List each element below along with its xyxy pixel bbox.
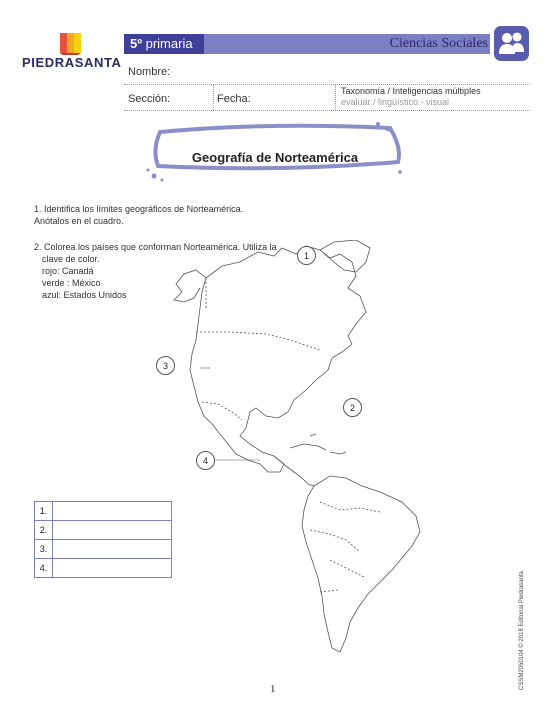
answer-field-2[interactable] [53,521,172,540]
page-title: Geografía de Norteamérica [191,150,359,165]
table-row [35,502,172,521]
answer-field-3[interactable] [53,540,172,559]
map-marker-1: 1 [297,246,316,265]
color-key-green: verde : México [42,278,101,288]
americas-map [170,240,450,660]
map-marker-2: 2 [343,398,362,417]
logo-text: PIEDRASANTA [22,55,122,70]
people-icon [494,26,529,61]
taxonomy-label: Taxonomía / Inteligencias múltiples [341,86,481,96]
map-marker-4: 4 [196,451,215,470]
answer-field-4[interactable] [53,559,172,578]
date-field-label: Fecha: [217,93,251,105]
subject-title: Ciencias Sociales [389,36,488,51]
row-number: 3. [35,540,53,559]
grade-label [124,34,204,54]
answer-table [34,501,172,578]
instruction-1: 1. Identifica los límites geográficos de Norteamérica. [34,204,244,214]
section-field-label: Sección: [128,93,171,105]
divider [335,84,336,110]
logo-book-icon [58,31,84,55]
taxonomy-detail: evaluar / lingüístico - visual [341,97,450,107]
color-key-blue: azul: Estados Unidos [42,290,127,300]
divider [213,84,214,110]
table-row [35,540,172,559]
answer-field-1[interactable] [53,502,172,521]
divider [124,84,530,85]
map-marker-3: 3 [156,356,175,375]
table-row [35,521,172,540]
name-field[interactable] [172,64,528,82]
instruction-2-cont: clave de color. [42,254,100,264]
instruction-1-cont: Anótalos en el cuadro. [34,216,124,226]
row-number: 1. [35,502,53,521]
grade-number: 5º [130,36,142,51]
copyright-code: CSSM2050104 © 2018 Editorial Piedrasanta [519,571,525,690]
divider [124,110,530,111]
row-number: 2. [35,521,53,540]
grade-word: primaria [145,36,193,51]
page-number: 1 [270,683,276,695]
name-field-label: Nombre: [128,66,171,78]
color-key-red: rojo: Canadá [42,266,94,276]
row-number: 4. [35,559,53,578]
instruction-2: 2. Colorea los países que conforman Norteamérica. Utiliza la [34,242,277,252]
table-row [35,559,172,578]
